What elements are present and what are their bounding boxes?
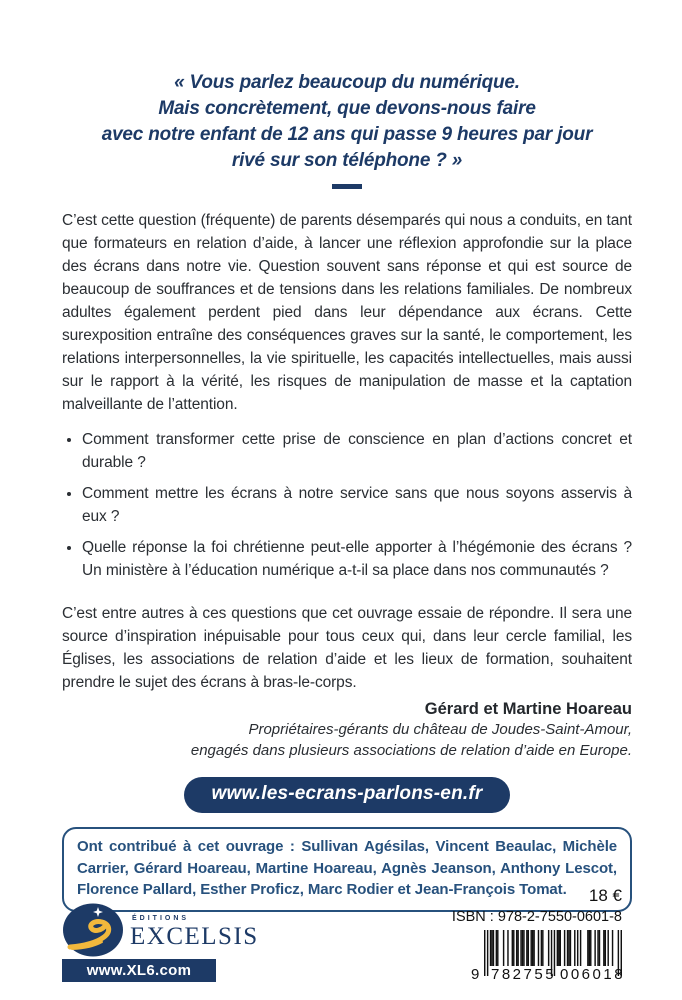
publisher-name: EXCELSIS bbox=[130, 922, 259, 950]
list-item: • Comment transformer cette prise de conscience en plan d’actions concret et durable ? bbox=[82, 428, 632, 474]
quote-line: avec notre enfant de 12 ans qui passe 9 heures par jour bbox=[101, 124, 593, 145]
divider-bar bbox=[332, 184, 362, 189]
barcode-digit-group: 782755 bbox=[491, 966, 557, 983]
quote-line: rivé sur son téléphone ? » bbox=[231, 150, 463, 171]
question-list bbox=[62, 428, 632, 582]
barcode-digit-group: 006018 bbox=[560, 966, 626, 983]
quote-line: Mais concrètement, que devons-nous faire bbox=[158, 98, 536, 119]
author-names: Gérard et Martine Hoareau bbox=[424, 700, 632, 718]
isbn-label: ISBN : 978-2-7550-0601-8 bbox=[451, 909, 622, 925]
quote-line: « Vous parlez beaucoup du numérique. bbox=[174, 72, 520, 93]
price-isbn-block bbox=[451, 886, 626, 983]
barcode-digits bbox=[471, 966, 626, 983]
website-pill-row bbox=[62, 777, 632, 813]
quote-block bbox=[62, 70, 632, 174]
publisher-block bbox=[62, 902, 259, 982]
author-description-line: Propriétaires-gérants du château de Joudes-Saint-Amour, bbox=[248, 721, 632, 738]
editions-label: ÉDITIONS bbox=[132, 914, 190, 922]
list-item: • Comment mettre les écrans à notre service sans que nous soyons asservis à eux ? bbox=[82, 482, 632, 528]
website-url-pill: www.les-ecrans-parlons-en.fr bbox=[184, 777, 511, 813]
closing-paragraph: C’est entre autres à ces questions que cet ouvrage essaie de répondre. Il sera une source d’inspiration inépuisable pour tous ceux qui, dans leur cercle familial, les Églises, les associations de relation d’aide et les lieux de formation, souhaitent prendre le sujet des écrans à bras-le-corps. bbox=[62, 605, 632, 691]
footer bbox=[62, 886, 626, 983]
author-description bbox=[62, 719, 632, 761]
author-description-line: engagés dans plusieurs associations de relation d’aide en Europe. bbox=[190, 742, 632, 759]
excelsis-logo-icon bbox=[62, 902, 124, 963]
publisher-website-bar: www.XL6.com bbox=[62, 959, 216, 982]
price-label: 18 € bbox=[588, 886, 622, 905]
contributors-box: Ont contribué à cet ouvrage : Sullivan Agésilas, Vincent Beaulac, Michèle Carrier, Gérard Hoareau, Martine Hoareau, Agnès Jeanson, Anthony Lescot, Florence Pallard, Esther Proficz, Marc Rodier et Jean-François Tomat. bbox=[62, 827, 632, 912]
ean-barcode bbox=[471, 930, 626, 983]
intro-paragraph: C’est cette question (fréquente) de parents désemparés qui nous a conduits, en tant que formateurs en relation d’aide, à lancer une réflexion approfondie sur la place des écrans dans notre vie. Question souvent sans réponse et qui est source de beaucoup de souffrances et de tensions dans les relations familiales. De nombreux adultes également perdent pied dans leur dépendance aux écrans. Cette surexposition entraîne des conséquences graves sur la santé, le comportement, les relations interpersonnelles, la vie spirituelle, les capacités intellectuelles, mais aussi sur le rapport à la vérité, les risques de manipulation de masse et la captation malveillante de l’attention. bbox=[62, 212, 632, 413]
barcode-digit-group: 9 bbox=[471, 966, 482, 983]
list-item: • Quelle réponse la foi chrétienne peut-elle apporter à l’hégémonie des écrans ? Un ministère à l’éducation numérique a-t-il sa place dans nos communautés ? bbox=[82, 536, 632, 582]
